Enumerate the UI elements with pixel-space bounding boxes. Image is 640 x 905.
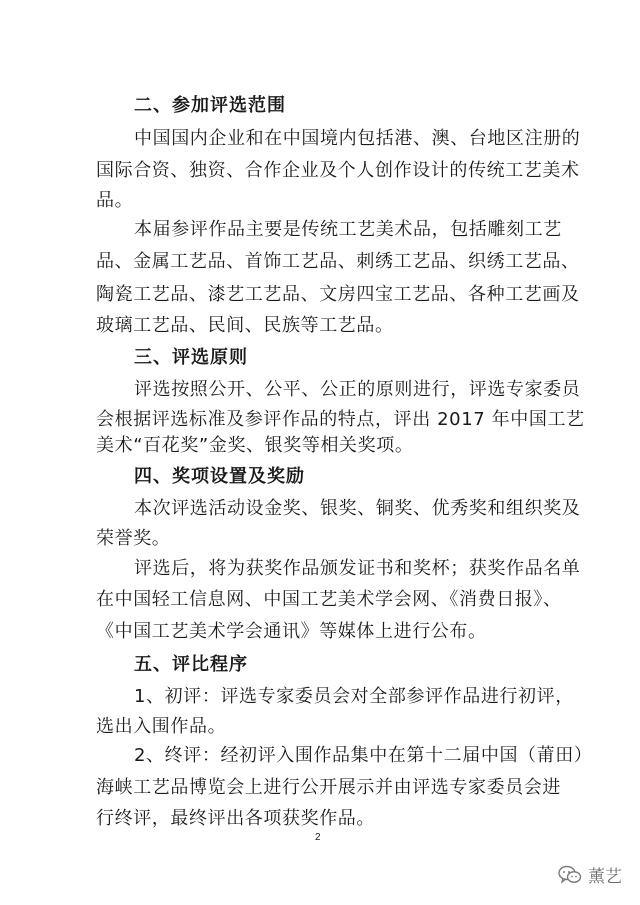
- body-line: 评选按照公开、公平、公正的原则进行，评选专家委员: [134, 379, 581, 400]
- body-line: 陶瓷工艺品、漆艺工艺品、文房四宝工艺品、各种工艺画及: [96, 284, 580, 305]
- body-line: 会根据评选标准及参评作品的特点，评出 2017 年中国工艺: [96, 409, 585, 430]
- body-line: 品、金属工艺品、首饰工艺品、刺绣工艺品、织绣工艺品、: [96, 251, 580, 272]
- body-line: 国际合资、独资、合作企业及个人创作设计的传统工艺美术: [96, 160, 580, 181]
- body-line: 在中国轻工信息网、中国工艺美术学会网、《消费日报》、: [96, 589, 562, 610]
- body-line: 选出入围作品。: [96, 716, 227, 737]
- section-heading-scope: 二、参加评选范围: [134, 95, 286, 116]
- section-heading-procedure: 五、评比程序: [134, 654, 248, 675]
- body-line: 1、初评：评选专家委员会对全部参评作品进行初评，: [134, 686, 574, 707]
- page-number: 2: [315, 832, 321, 843]
- body-line: 《中国工艺美术学会通讯》等媒体上进行公布。: [96, 621, 487, 642]
- body-line: 2、终评：经初评入围作品集中在第十二届中国（莆田）: [134, 745, 593, 766]
- body-line: 海峡工艺品博览会上进行公开展示并由评选专家委员会进: [96, 777, 561, 798]
- body-line: 本届参评作品主要是传统工艺美术品，包括雕刻工艺: [134, 219, 562, 240]
- body-line: 本次评选活动设金奖、银奖、铜奖、优秀奖和组织奖及: [134, 498, 581, 519]
- body-line: 玻璃工艺品、民间、民族等工艺品。: [96, 315, 394, 336]
- body-line: 评选后，将为获奖作品颁发证书和奖杯；获奖作品名单: [134, 558, 581, 579]
- body-line: 荣誉奖。: [96, 528, 171, 549]
- body-line: 中国国内企业和在中国境内包括港、澳、台地区注册的: [134, 128, 581, 149]
- wechat-icon: [558, 865, 582, 885]
- body-line: 品。: [96, 190, 134, 211]
- watermark: [558, 862, 622, 887]
- body-line: 行终评，最终评出各项获奖作品。: [96, 808, 375, 829]
- body-line: 美术“百花奖”金奖、银奖等相关奖项。: [96, 435, 414, 456]
- section-heading-awards: 四、奖项设置及奖励: [134, 466, 305, 487]
- watermark-label: 薰艺: [588, 867, 622, 887]
- section-heading-principles: 三、评选原则: [134, 347, 248, 368]
